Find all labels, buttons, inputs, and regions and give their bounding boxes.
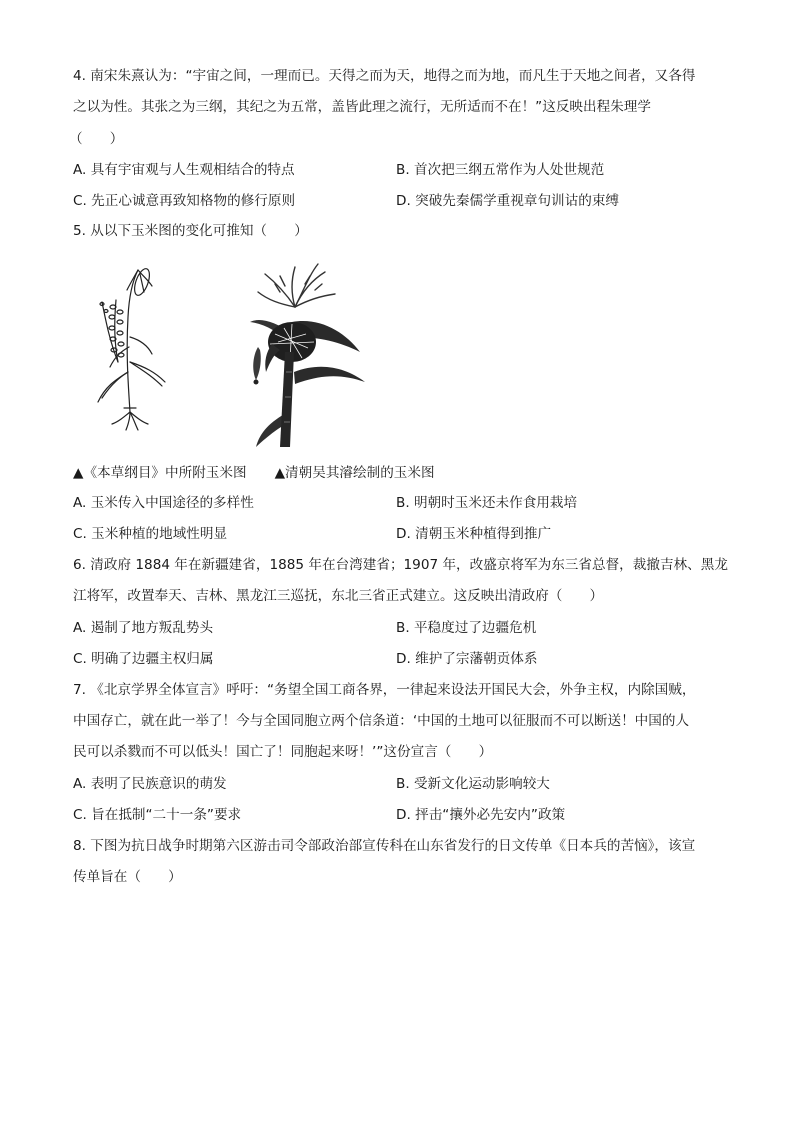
q4-option-b[interactable]: B. 首次把三纲五常作为人处世规范 — [396, 162, 605, 178]
q5-figure-captions — [73, 464, 435, 482]
q4-stem-line2: 之以为性。其张之为三纲，其纪之为五常，盖皆此理之流行，无所适而不在！”这反映出程朱理学 — [73, 99, 651, 115]
q6-option-a[interactable]: A. 遏制了地方叛乱势头 — [73, 620, 214, 636]
q5-stem-line1: 5. 从以下玉米图的变化可推知（ ） — [73, 223, 308, 239]
q4-option-d[interactable]: D. 突破先秦儒学重视章句训诂的束缚 — [396, 193, 620, 209]
q5-option-a[interactable]: A. 玉米传入中国途径的多样性 — [73, 495, 254, 511]
q6-stem-line2: 江将军，改置奉天、吉林、黑龙江三巡抚，东北三省正式建立。这反映出清政府（ ） — [73, 588, 604, 604]
qing-corn-drawing — [250, 264, 365, 447]
q4-option-c[interactable]: C. 先正心诚意再致知格物的修行原则 — [73, 193, 296, 209]
bencao-corn-drawing — [98, 267, 165, 430]
q7-option-d[interactable]: D. 抨击“攘外必先安内”政策 — [396, 807, 566, 823]
q8-stem-line1: 8. 下图为抗日战争时期第六区游击司令部政治部宣传科在山东省发行的日文传单《日本兵的苦恼》，该宣 — [73, 838, 696, 854]
q4-answer-bracket: （ ） — [69, 131, 124, 147]
q6-stem-line1: 6. 清政府 1884 年在新疆建省，1885 年在台湾建省；1907 年，改盛京将军为东三省总督，裁撤吉林、黑龙 — [73, 557, 728, 573]
caption-qing: ▲清朝吴其濬绘制的玉米图 — [274, 465, 435, 481]
q5-option-b[interactable]: B. 明朝时玉米还未作食用栽培 — [396, 495, 578, 511]
q5-option-c[interactable]: C. 玉米种植的地域性明显 — [73, 526, 228, 542]
caption-bencao: ▲《本草纲目》中所附玉米图 — [73, 465, 247, 481]
q7-option-a[interactable]: A. 表明了民族意识的萌发 — [73, 776, 227, 792]
q7-option-c[interactable]: C. 旨在抵制“二十一条”要求 — [73, 807, 242, 823]
q5-option-d[interactable]: D. 清朝玉米种植得到推广 — [396, 526, 552, 542]
q4-option-a[interactable]: A. 具有宇宙观与人生观相结合的特点 — [73, 162, 295, 178]
corn-illustrations — [80, 262, 380, 452]
q8-stem-line2: 传单旨在（ ） — [73, 869, 182, 885]
q6-option-c[interactable]: C. 明确了边疆主权归属 — [73, 651, 214, 667]
q6-option-d[interactable]: D. 维护了宗藩朝贡体系 — [396, 651, 538, 667]
q7-stem-line3: 民可以杀戮而不可以低头！国亡了！同胞起来呀！’”这份宣言（ ） — [73, 744, 493, 760]
q7-stem-line2: 中国存亡，就在此一举了！今与全国同胞立两个信条道：‘中国的土地可以征服而不可以断送！中国的人 — [73, 713, 690, 729]
q7-stem-line1: 7. 《北京学界全体宣言》呼吁：“务望全国工商各界，一律起来设法开国民大会，外争主权，内除国贼， — [73, 682, 696, 698]
q6-option-b[interactable]: B. 平稳度过了边疆危机 — [396, 620, 537, 636]
q7-option-b[interactable]: B. 受新文化运动影响较大 — [396, 776, 550, 792]
q4-stem-line1: 4. 南宋朱熹认为：“宇宙之间，一理而已。天得之而为天，地得之而为地，而凡生于天地之间者，又各得 — [73, 68, 696, 84]
